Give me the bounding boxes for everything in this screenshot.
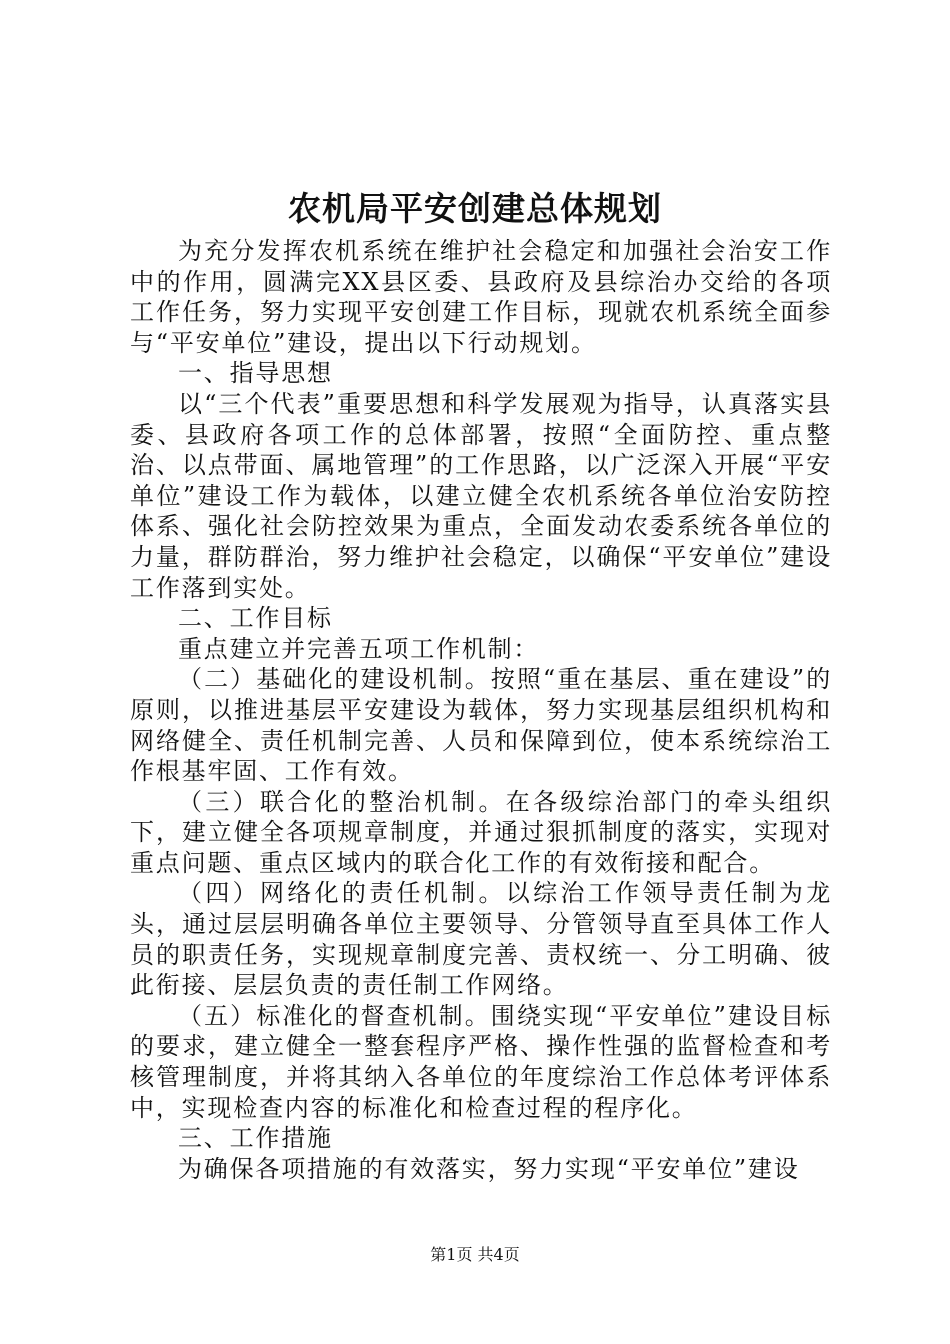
paragraph-measures-intro: 为确保各项措施的有效落实，努力实现“平安单位”建设 <box>178 1154 800 1183</box>
document-title: 农机局平安创建总体规划 <box>288 189 662 228</box>
document-body <box>130 236 832 1184</box>
paragraph-mechanism-standard: （五）标准化的督查机制。围绕实现“平安单位”建设目标的要求，建立健全一整套程序严格、操作性强的监督检查和考核管理制度，并将其纳入各单位的年度综治工作总体考评体系中，实现检查内容的标准化和检查过程的程序化。 <box>130 1001 832 1122</box>
paragraph-mechanism-basic: （二）基础化的建设机制。按照“重在基层、重在建设”的原则，以推进基层平安建设为载体，努力实现基层组织机构和网络健全、责任机制完善、人员和保障到位，使本系统综治工作根基牢固、工作有效。 <box>130 665 832 786</box>
section-heading-work-goals: 二、工作目标 <box>178 604 333 633</box>
paragraph-intro: 为充分发挥农机系统在维护社会稳定和加强社会治安工作中的作用，圆满完XX县区委、县政府及县综治办交给的各项工作任务，努力实现平安创建工作目标，现就农机系统全面参与“平安单位”建设，提出以下行动规划。 <box>130 237 832 357</box>
paragraph-mechanism-network: （四）网络化的责任机制。以综治工作领导责任制为龙头，通过层层明确各单位主要领导、分管领导直至具体工作人员的职责任务，实现规章制度完善、责权统一、分工明确、彼此衔接、层层负责的责任制工作网络。 <box>130 879 832 1000</box>
section-heading-work-measures: 三、工作措施 <box>178 1124 333 1153</box>
paragraph-guiding-ideology: 以“三个代表”重要思想和科学发展观为指导，认真落实县委、县政府各项工作的总体部署，按照“全面防控、重点整治、以点带面、属地管理”的工作思路，以广泛深入开展“平安单位”建设工作为载体，以建立健全农机系统各单位治安防控体系、强化社会防控效果为重点，全面发动农委系统各单位的力量，群防群治，努力维护社会稳定，以确保“平安单位”建设工作落到实处。 <box>130 389 832 602</box>
section-heading-guiding-ideology: 一、指导思想 <box>178 359 333 388</box>
paragraph-mechanisms-intro: 重点建立并完善五项工作机制： <box>178 634 540 663</box>
page-footer: 第1页 共4页 <box>430 1245 520 1264</box>
paragraph-mechanism-joint: （三）联合化的整治机制。在各级综治部门的牵头组织下，建立健全各项规章制度，并通过狠抓制度的落实，实现对重点问题、重点区域内的联合化工作的有效衔接和配合。 <box>130 787 832 877</box>
